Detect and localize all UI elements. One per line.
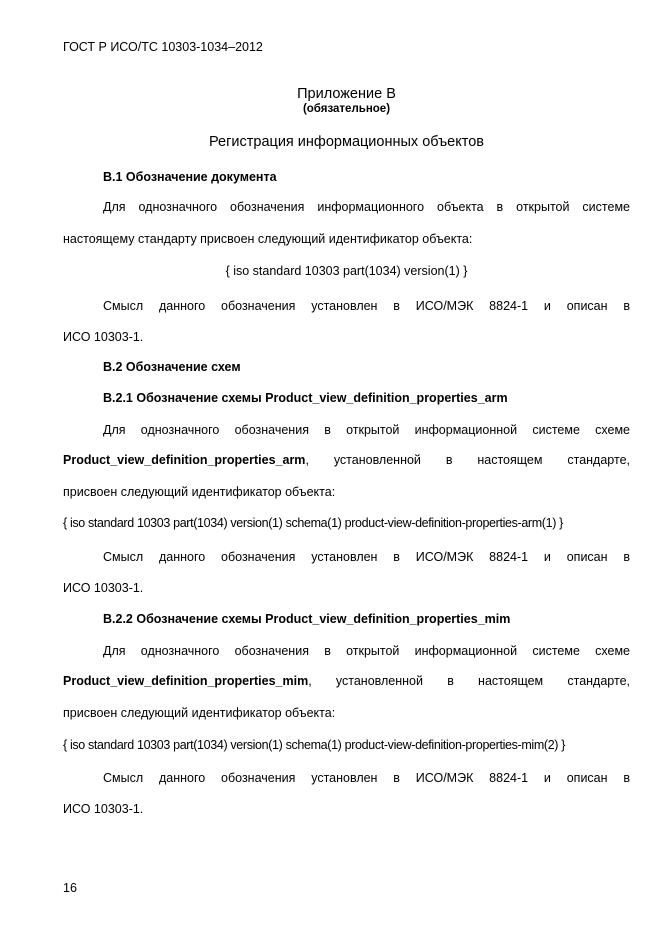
b22-intro-line2 — [63, 674, 630, 688]
annex-heading: Регистрация информационных объектов — [209, 134, 484, 150]
b1-identifier: { iso standard 10303 part(1034) version(1) } — [225, 264, 468, 278]
b21-meaning-line2: ИСО 10303-1. — [63, 581, 144, 595]
annex-title: Приложение В — [297, 86, 396, 102]
b21-meaning-line1: Смысл данного обозначения установлен в ИСО/МЭК 8824-1 и описан в — [103, 550, 630, 564]
annex-status: (обязательное) — [302, 103, 391, 115]
section-b2-heading: В.2 Обозначение схем — [103, 360, 241, 374]
b1-meaning-line1: Смысл данного обозначения установлен в ИСО/МЭК 8824-1 и описан в — [103, 299, 630, 313]
b21-intro-line3: присвоен следующий идентификатор объекта: — [63, 485, 336, 499]
b21-intro-line2 — [63, 453, 630, 467]
b1-intro-line1: Для однозначного обозначения информационного объекта в открытой системе — [103, 200, 630, 214]
b21-intro-line2-rest: , установленной в настоящем стандарте, — [305, 453, 630, 467]
section-b1-heading: В.1 Обозначение документа — [103, 170, 277, 184]
document-code: ГОСТ Р ИСО/ТС 10303-1034–2012 — [63, 40, 263, 54]
section-b21-heading: В.2.1 Обозначение схемы Product_view_definition_properties_arm — [103, 391, 508, 405]
b22-intro-line2-rest: , установленной в настоящем стандарте, — [308, 674, 630, 688]
b22-schema-name: Product_view_definition_properties_mim — [63, 674, 309, 688]
page-number: 16 — [63, 881, 77, 895]
b22-intro-line1: Для однозначного обозначения в открытой информационной системе схеме — [103, 644, 630, 658]
b22-identifier: { iso standard 10303 part(1034) version(1) schema(1) product-view-definition-properties-mim(2) } — [63, 738, 566, 752]
b21-intro-line1: Для однозначного обозначения в открытой информационной системе схеме — [103, 423, 630, 437]
b21-schema-name: Product_view_definition_properties_arm — [63, 453, 306, 467]
b22-meaning-line1: Смысл данного обозначения установлен в ИСО/МЭК 8824-1 и описан в — [103, 771, 630, 785]
b22-intro-line3: присвоен следующий идентификатор объекта: — [63, 706, 336, 720]
section-b22-heading: В.2.2 Обозначение схемы Product_view_definition_properties_mim — [103, 612, 511, 626]
b21-identifier: { iso standard 10303 part(1034) version(1) schema(1) product-view-definition-properties-arm(1) } — [63, 516, 563, 530]
b1-meaning-line2: ИСО 10303-1. — [63, 330, 144, 344]
b1-intro-line2: настоящему стандарту присвоен следующий идентификатор объекта: — [63, 232, 473, 246]
b22-meaning-line2: ИСО 10303-1. — [63, 802, 144, 816]
